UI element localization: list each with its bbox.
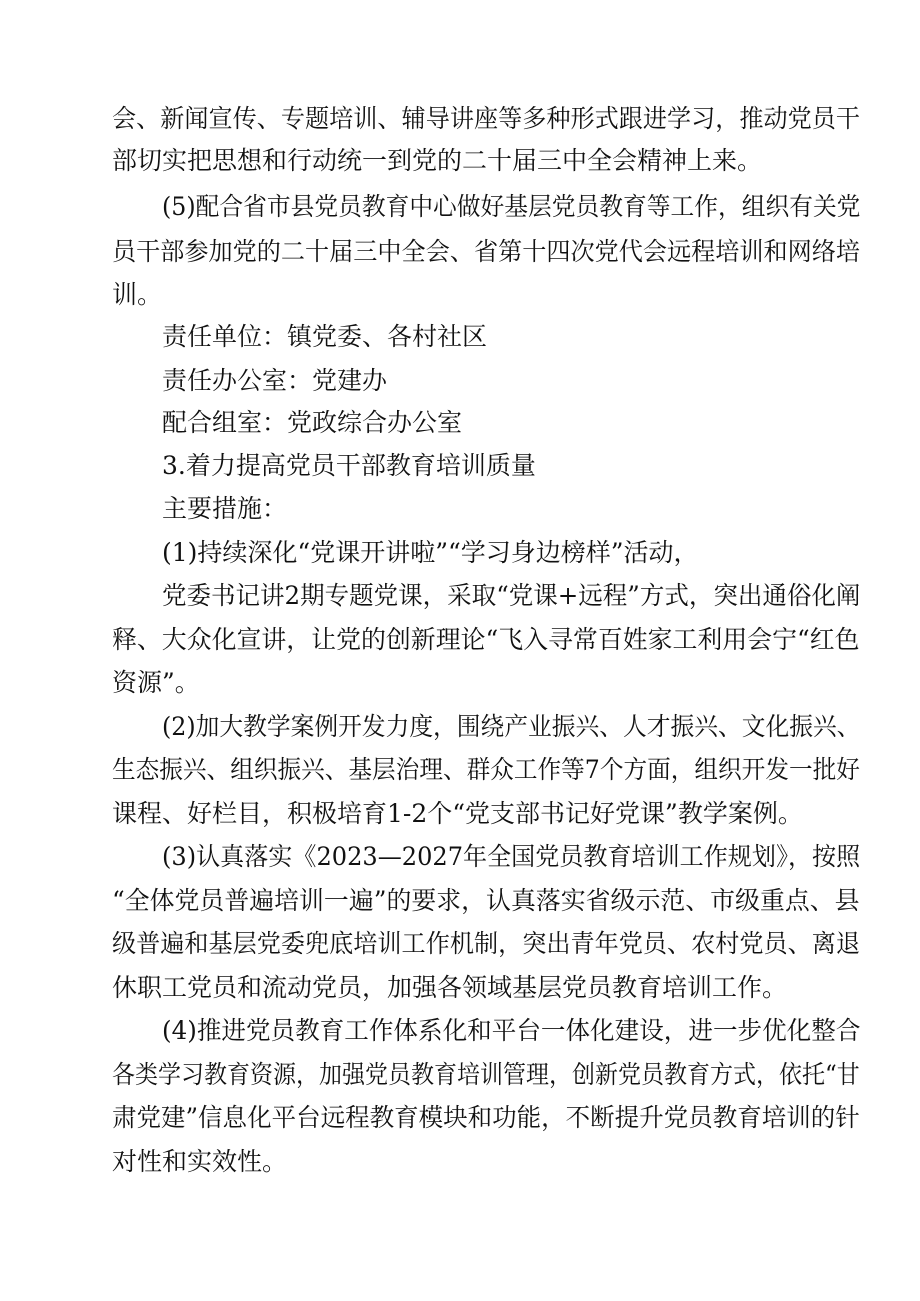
text-line: (2)加大教学案例开发力度，围绕产业振兴、人才振兴、文化振兴、 (162, 712, 861, 741)
text-line: 配合组室：党政综合办公室 (162, 408, 463, 437)
text-line: 释、大众化宣讲，让党的创新理论“飞入寻常百姓家工利用会宁“红色 (112, 625, 860, 654)
text-line: 责任单位：镇党委、各村社区 (162, 322, 488, 351)
text-line: 各类学习教育资源，加强党员教育培训管理，创新党员教育方式，依托“甘 (112, 1060, 860, 1089)
text-line: 责任办公室：党建办 (162, 366, 388, 395)
text-line: (4)推进党员教育工作体系化和平台一体化建设，进一步优化整合 (162, 1016, 861, 1045)
text-line: (1)持续深化“党课开讲啦”“学习身边榜样”活动， (162, 538, 699, 567)
text-line: 党委书记讲2期专题党课，采取“党课+远程”方式，突出通俗化阐 (162, 581, 861, 610)
text-line: (5)配合省市县党员教育中心做好基层党员教育等工作，组织有关党 (162, 192, 861, 221)
text-line: 肃党建”信息化平台远程教育模块和功能，不断提升党员教育培训的针 (112, 1103, 860, 1132)
text-line: 课程、好栏目，积极培育1-2个“党支部书记好党课”教学案例。 (112, 799, 803, 828)
text-line: “全体党员普遍培训一遍”的要求，认真落实省级示范、市级重点、县 (112, 886, 860, 915)
text-line: 会、新闻宣传、专题培训、辅导讲座等多种形式跟进学习，推动党员干 (112, 104, 861, 133)
text-line: 员干部参加党的二十届三中全会、省第十四次党代会远程培训和网络培 (112, 237, 861, 266)
text-line: 级普遍和基层党委兜底培训工作机制，突出青年党员、农村党员、离退 (112, 929, 861, 958)
text-line: 训。 (112, 280, 163, 309)
text-line: 休职工党员和流动党员，加强各领域基层党员教育培训工作。 (112, 973, 788, 1002)
text-line: 对性和实效性。 (112, 1147, 288, 1176)
text-line: 主要措施： (162, 494, 288, 523)
text-line: 部切实把思想和行动统一到党的二十届三中全会精神上来。 (112, 146, 763, 175)
text-line: (3)认真落实《2023—2027年全国党员教育培训工作规划》，按照 (162, 842, 861, 871)
text-line: 资源”。 (112, 668, 200, 697)
text-line: 生态振兴、组织振兴、基层治理、群众工作等7个方面，组织开发一批好 (112, 755, 860, 784)
section-heading: 3.着力提高党员干部教育培训质量 (162, 451, 536, 480)
